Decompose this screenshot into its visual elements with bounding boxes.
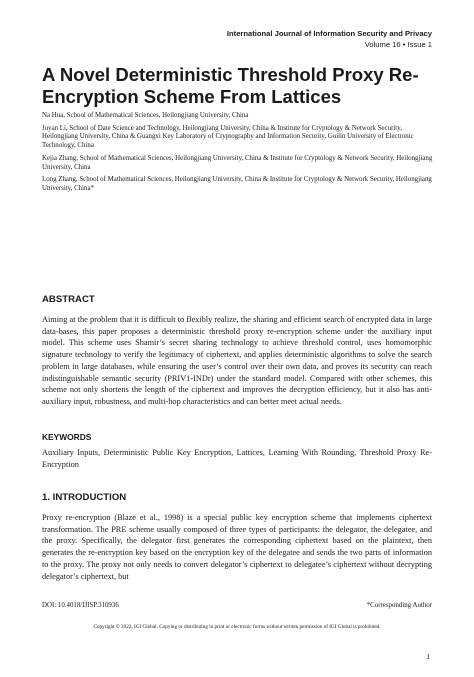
keywords-text: Auxiliary Inputs, Deterministic Public Key Encryption, Lattices, Learning With Rounding, Threshold Proxy Re-Encryption [42,448,432,469]
journal-volume: Volume 16 • Issue 1 [364,40,432,49]
author-affiliation: Na Hua, School of Mathematical Sciences, Heilongjiang University, China [42,112,249,119]
corresponding-author-note: *Corresponding Author [366,602,432,609]
abstract-text: Aiming at the problem that it is difficult to flexibly realize, the sharing and efficient search of encrypted data in large data-bases, this paper proposes a deterministic threshold proxy re-encryption scheme under the auxiliary input model. This scheme uses Shamir’s secret sharing technology to achieve threshold control, uses homomorphic signature technology to verify the legitimacy of ciphertext, and applies deterministic algorithms to solve the search problem in large databases, while ensuring the user’s control over their own data, and proves its security can reach indistinguishable semantic security (PRIV1-INDr) under the standard model. Compared with other schemes, this scheme not only shortens the length of the ciphertext and improves the decryption efficiency, but it also has anti-auxiliary input, robustness, and multi-hop characteristics and can better meet actual needs. [42,315,432,406]
keywords-heading: KEYWORDS [42,432,92,442]
author-list [42,112,434,198]
introduction-heading: 1. INTRODUCTION [42,492,127,503]
journal-name: International Journal of Information Security and Privacy [226,29,432,38]
abstract-heading: ABSTRACT [42,294,95,305]
doi-text: DOI: 10.4018/IJISP.310936 [42,602,119,609]
page-number: 1 [426,652,430,661]
author-affiliation: Juyan Li, School of Date Science and Technology, Heilongjiang University, China & Institute for Cryptology & Network Security, Heilongjiang University, China & Guangxi Key Laboratory of Cryptography and Information Security, Guilin University of Electronic Technology, China [42,124,414,150]
journal-header [227,28,432,50]
author-affiliation: Long Zhang, School of Mathematical Sciences, Heilongjiang University, China & Institute for Cryptology & Network Security, Heilongjiang University, China* [42,176,432,193]
paper-title: A Novel Deterministic Threshold Proxy Re-Encryption Scheme From Lattices [42,64,419,107]
introduction-text: Proxy re-encryption (Blaze et al., 1998) is a special public key encryption scheme that implements ciphertext transformation. The PRE scheme usually composed of three types of participants: the delegator, the delegatee, and the proxy. Specifically, the delegator first generates the corresponding ciphertext based on the plaintext, then generates the re-encryption key based on the encryption key of the delegatee and sends the two parts of information to the proxy. The proxy not only needs to convert delegator’s ciphertext to delegatee’s ciphertext without decrypting delegator’s ciphertext, but [42,513,432,581]
author-affiliation: Kejia Zhang, School of Mathematical Sciences, Heilongjiang University, China & Institute for Cryptology & Network Security, Heilongjiang University, China [42,154,433,171]
copyright-notice: Copyright © 2022, IGI Global. Copying or distributing in print or electronic forms without written permission of IGI Global is prohibited. [93,624,381,630]
